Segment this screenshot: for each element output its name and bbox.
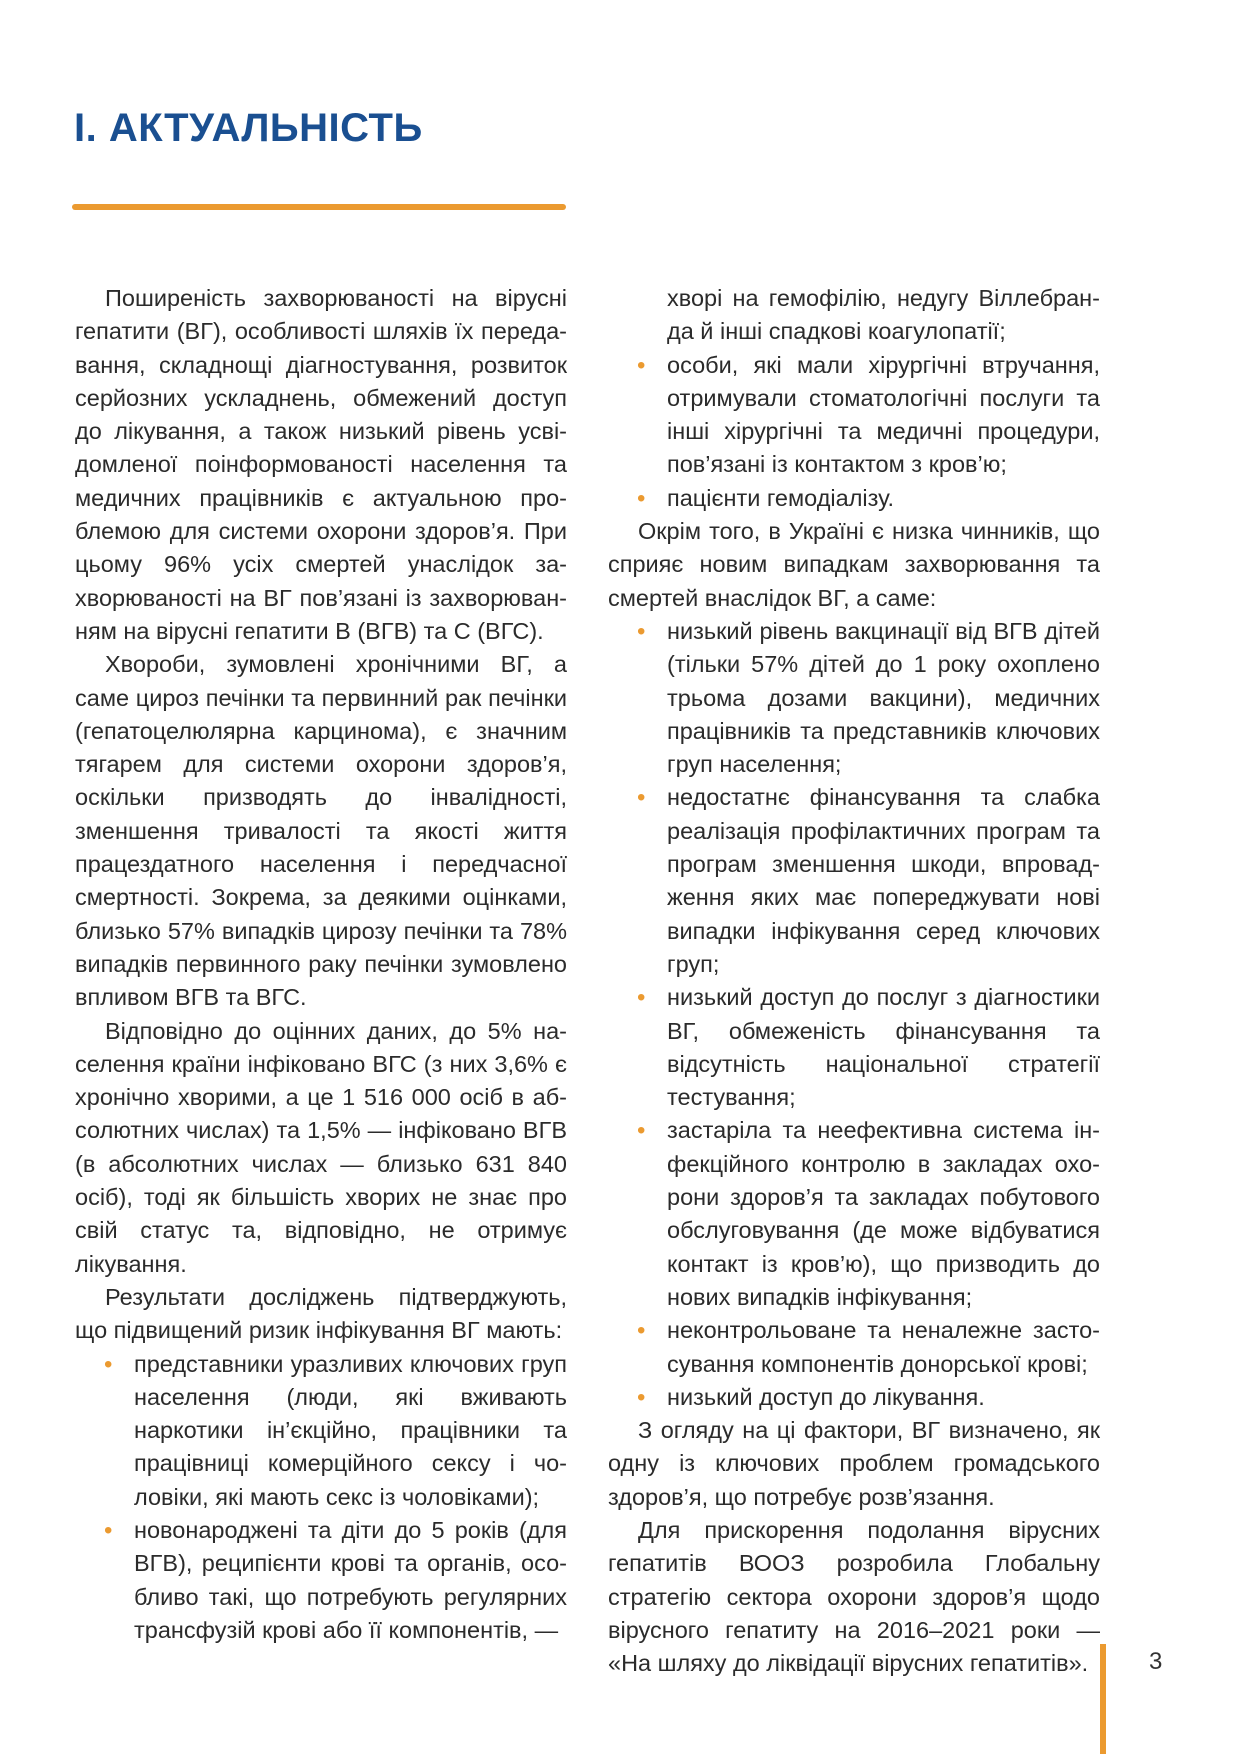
- paragraph-risk-intro: Результати досліджень підтверджують, що підвищений ризик інфікування ВГ мають:: [75, 1283, 567, 1344]
- risk-groups-list: [75, 1348, 567, 1648]
- list-item-text: недостатнє фінансування та слабка реалізація профілактичних програм та програм зменшення шкоди, впровадження яких має попереджувати нові випадки інфікування серед ключових груп;: [667, 784, 1100, 977]
- list-item-text: неконтрольоване та неналежне застосування компонентів донорської крові;: [667, 1317, 1100, 1377]
- list-item: [608, 1381, 1100, 1414]
- bullet-icon: •: [104, 1516, 113, 1544]
- list-item: [608, 781, 1100, 981]
- paragraph-public-health: З огляду на ці фактори, ВГ визначено, як одну із ключових проблем громадського здоров’я, що потребує розв’язання.: [608, 1417, 1100, 1510]
- bullet-icon: •: [637, 1317, 646, 1345]
- paragraph-factors-intro: Окрім того, в Україні є низка чинників, що сприяє новим випадкам захворювання та смертей внаслідок ВГ, а саме:: [608, 518, 1100, 611]
- bullet-icon: •: [637, 784, 646, 812]
- page-title: I. АКТУАЛЬНІСТЬ: [74, 106, 423, 150]
- list-item-continuation: хворі на гемофілію, недугу Віллебранда й інші спадкові коагулопатії;: [667, 285, 1100, 345]
- bullet-icon: •: [104, 1350, 113, 1378]
- list-item: [75, 1514, 567, 1647]
- list-item-text: низький рівень вакцинації від ВГВ дітей (тільки 57% дітей до 1 року охоплено трьома дозами вакцини), медичних працівників та представників ключових груп населення;: [667, 617, 1100, 778]
- list-item-text: низький доступ до лікування.: [667, 1383, 985, 1410]
- right-column: [608, 282, 1100, 1680]
- bullet-icon: •: [637, 984, 646, 1012]
- page-number: 3: [1149, 1648, 1163, 1675]
- list-item: [608, 349, 1100, 482]
- factors-list: [608, 615, 1100, 1414]
- paragraph-estimates: Відповідно до оцінних даних, до 5% населення країни інфіковано ВГС (з них 3,6% є хронічно хворими, а це 1 516 000 осіб в абсолютних числах) та 1,5% — інфіковано ВГВ (в абсолютних числах — близько 631 840 осіб), тоді як більшість хворих не знає про свій статус та, відповідно, не отримує лікування.: [75, 1017, 567, 1277]
- list-item: [608, 1114, 1100, 1314]
- list-item: [608, 981, 1100, 1114]
- list-item-text: пацієнти гемодіалізу.: [667, 484, 895, 511]
- risk-groups-list-continued: [608, 349, 1100, 515]
- bullet-icon: •: [637, 351, 646, 379]
- list-item-text: застаріла та неефективна система інфекційного контролю в закладах охорони здоров’я та закладах побутового обслуговування (де може відбуватися контакт із кров’ю), що призводить до нових випадків інфікування;: [667, 1117, 1100, 1310]
- bullet-icon: •: [637, 1117, 646, 1145]
- list-item-text: представники уразливих ключових груп населення (люди, які вживають наркотики ін’єкційно, працівники та працівниці комерційного сексу і чоловіки, які мають секс із чоловіками);: [134, 1350, 567, 1510]
- list-item: [608, 1314, 1100, 1381]
- paragraph-chronic-diseases: Хвороби, зумовлені хронічними ВГ, а саме цироз печінки та первинний рак печінки (гепатоцелюлярна карцинома), є значним тягарем для системи охорони здоров’я, оскільки призводять до інвалідності, зменшення тривалості та якості життя працездатного населення і передчасної смертності. Зокрема, за деякими оцінками, близько 57% випадків цирозу печінки та 78% випадків первинного раку печінки зумовлено впливом ВГВ та ВГС.: [75, 651, 567, 1011]
- list-item: [75, 1348, 567, 1514]
- left-column: [75, 282, 567, 1647]
- list-item: [608, 615, 1100, 781]
- page-number-bar: [1100, 1644, 1106, 1754]
- list-item-text: новонароджені та діти до 5 років (для ВГВ), реципієнти крові та органів, особливо такі, що потребують регулярних трансфузій крові або її компонентів, —: [134, 1516, 567, 1643]
- bullet-icon: •: [637, 1383, 646, 1411]
- bullet-icon: •: [637, 617, 646, 645]
- bullet-icon: •: [637, 484, 646, 512]
- paragraph-prevalence: Поширеність захворюваності на вірусні гепатити (ВГ), особливості шляхів їх передавання, складнощі діагностування, розвиток серйозних ускладнень, обмежений доступ до лікування, а також низький рівень усвідомленої поінформованості населення та медичних працівників є актуальною проблемою для системи охорони здоров’я. При цьому 96% усіх смертей унаслідок захворюваності на ВГ пов’язані із захворюванням на вірусні гепатити В (ВГВ) та С (ВГС).: [75, 285, 567, 644]
- list-item-text: низький доступ до послуг з діагностики ВГ, обмеженість фінансування та відсутність національної стратегії тестування;: [667, 984, 1100, 1111]
- title-underline: [72, 204, 566, 210]
- list-item: [608, 482, 1100, 515]
- list-item-text: особи, які мали хірургічні втручання, отримували стоматологічні послуги та інші хірургічні та медичні процедури, пов’язані із контактом з кров’ю;: [667, 351, 1100, 478]
- paragraph-who-strategy: Для прискорення подолання вірусних гепатитів ВООЗ розробила Глобальну стратегію сектора охорони здоров’я щодо вірусного гепатиту на 2016–2021 роки — «На шляху до ліквідації вірусних гепатитів».: [608, 1516, 1100, 1677]
